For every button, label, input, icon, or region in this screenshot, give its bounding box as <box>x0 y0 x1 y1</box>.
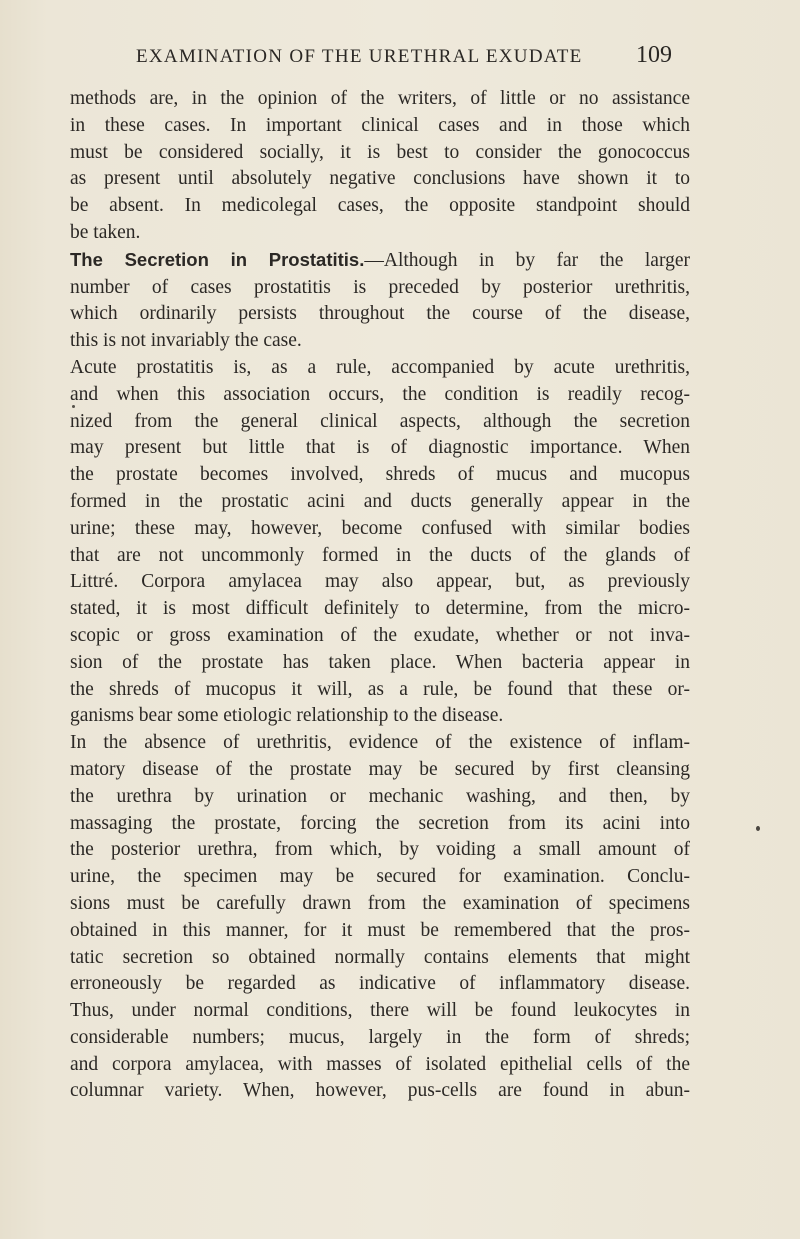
text-line: Acute prostatitis is, as a rule, accompanied by acute urethritis, <box>70 356 690 378</box>
text-line: tatic secretion so obtained normally contains elements that might <box>70 946 690 968</box>
section-heading-rest: —Although in by far the larger <box>364 249 690 271</box>
text-line: columnar variety. When, however, pus-cells are found in abun- <box>70 1080 690 1102</box>
text-line: massaging the prostate, forcing the secretion from its acini into <box>70 812 690 834</box>
text-line: methods are, in the opinion of the writers, of little or no assistance <box>70 88 690 109</box>
text-line: this is not invariably the case. <box>70 330 302 352</box>
text-line: the shreds of mucopus it will, as a rule, be found that these or- <box>70 678 690 700</box>
text-line: sions must be carefully drawn from the examination of specimens <box>70 892 690 914</box>
running-title: EXAMINATION OF THE URETHRAL EXUDATE <box>136 46 583 67</box>
text-line: number of cases prostatitis is preceded by posterior urethritis, <box>70 276 690 298</box>
text-line: the prostate becomes involved, shreds of mucus and mucopus <box>70 464 690 486</box>
text-line: Thus, under normal conditions, there will be found leukocytes in <box>70 1000 690 1022</box>
text-line: erroneously be regarded as indicative of inflammatory disease. <box>70 973 690 995</box>
running-head <box>136 46 696 68</box>
text-line: may present but little that is of diagnostic importance. When <box>70 437 690 459</box>
text-line: the urethra by urination or mechanic washing, and then, by <box>70 785 690 807</box>
text-line: be taken. <box>70 221 141 243</box>
text-line: which ordinarily persists throughout the course of the disease, <box>70 303 690 325</box>
text-line: and when this association occurs, the condition is readily recog- <box>70 383 690 405</box>
text-line: matory disease of the prostate may be secured by first cleansing <box>70 758 690 780</box>
text-line: urine, the specimen may be secured for examination. Conclu- <box>70 866 690 888</box>
text-line: urine; these may, however, become confused with similar bodies <box>70 517 690 539</box>
body-text <box>70 86 690 1105</box>
paper-speck <box>72 405 75 408</box>
text-line: nized from the general clinical aspects, although the secretion <box>70 410 690 432</box>
text-line: and corpora amylacea, with masses of isolated epithelial cells of the <box>70 1053 690 1075</box>
paper-speck <box>756 826 760 831</box>
text-line: sion of the prostate has taken place. When bacteria appear in <box>70 651 690 673</box>
text-line: obtained in this manner, for it must be remembered that the pros- <box>70 919 690 941</box>
text-line: considerable numbers; mucus, largely in the form of shreds; <box>70 1026 690 1048</box>
text-line: Littré. Corpora amylacea may also appear, but, as previously <box>70 571 690 593</box>
section-heading-line <box>70 247 690 275</box>
text-line: ganisms bear some etiologic relationship to the disease. <box>70 705 504 727</box>
text-line: formed in the prostatic acini and ducts generally appear in the <box>70 490 690 512</box>
text-line: scopic or gross examination of the exudate, whether or not inva- <box>70 624 690 646</box>
text-line: in these cases. In important clinical cases and in those which <box>70 114 690 136</box>
page-number: 109 <box>636 42 672 68</box>
text-line: stated, it is most difficult definitely to determine, from the micro- <box>70 598 690 620</box>
text-line: be absent. In medicolegal cases, the opposite standpoint should <box>70 195 690 217</box>
text-line: must be considered socially, it is best to consider the gonococcus <box>70 141 690 163</box>
text-line: that are not uncommonly formed in the ducts of the glands of <box>70 544 690 566</box>
text-line: the posterior urethra, from which, by voiding a small amount of <box>70 839 690 861</box>
text-line: In the absence of urethritis, evidence of the existence of inflam- <box>70 732 690 754</box>
text-line: as present until absolutely negative conclusions have shown it to <box>70 168 690 190</box>
section-heading: The Secretion in Prostatitis. <box>70 248 365 270</box>
